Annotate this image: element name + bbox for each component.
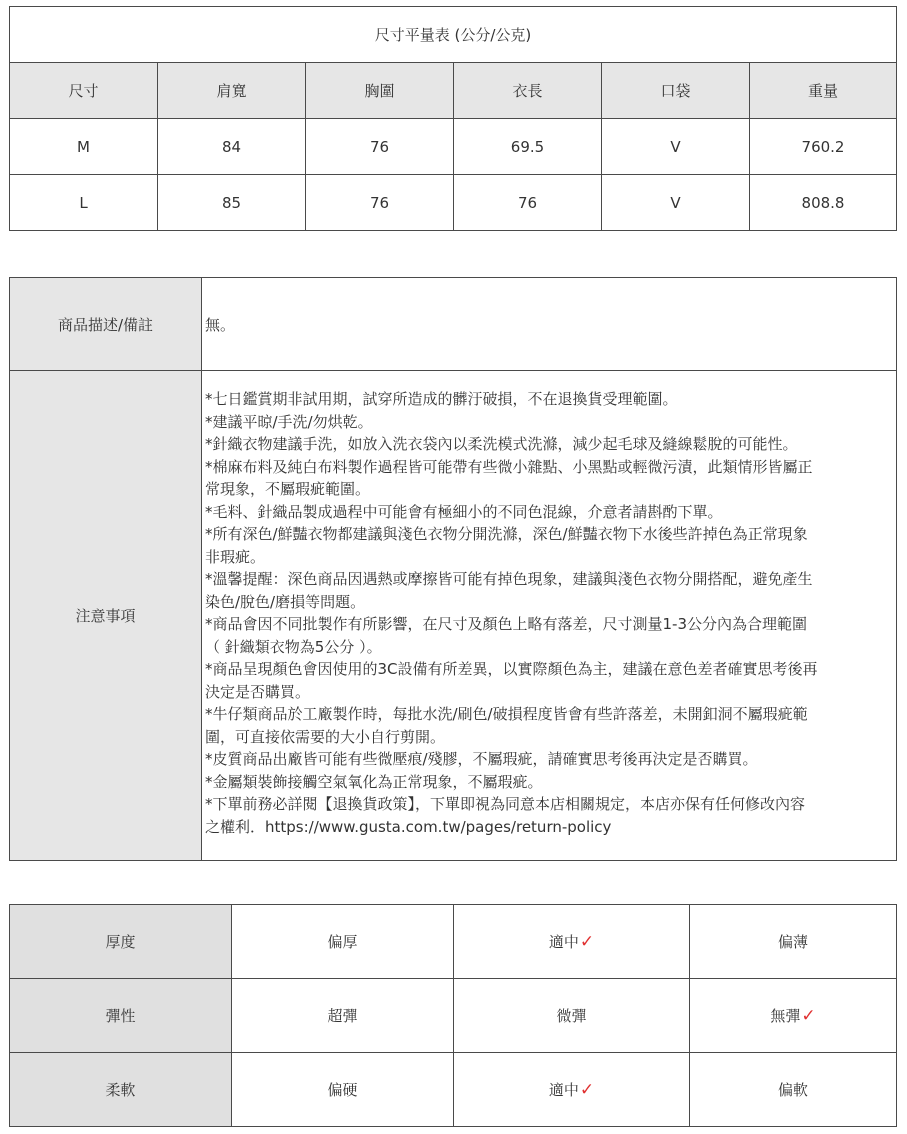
size-table-title: 尺寸平量表 (公分/公克): [10, 7, 897, 63]
size-table: [9, 6, 897, 231]
header-pocket: 口袋: [602, 63, 750, 119]
attribute-row-elasticity: [10, 979, 897, 1053]
notice-line: *金屬類裝飾接觸空氣氧化為正常現象，不屬瑕疵。: [205, 772, 543, 791]
cell-length: 69.5: [454, 119, 602, 175]
attribute-option: [232, 1053, 454, 1127]
description-row: [10, 278, 897, 371]
notice-line: *牛仔類商品於工廠製作時，每批水洗/刷色/破損程度皆會有些許落差，未開釦洞不屬瑕疵範: [205, 705, 808, 723]
notice-line: *溫馨提醒：深色商品因遇熱或摩擦皆可能有掉色現象，建議與淺色衣物分開搭配，避免產生: [205, 570, 813, 588]
option-text: 無彈: [770, 1007, 801, 1025]
attribute-option: [454, 979, 690, 1053]
description-value: 無。: [202, 278, 897, 371]
attribute-option: [690, 979, 897, 1053]
option-text: 適中: [548, 933, 579, 951]
attribute-label: 厚度: [10, 905, 232, 979]
attribute-option: [690, 1053, 897, 1127]
notice-label: 注意事項: [10, 371, 202, 861]
notice-line: 染色/脫色/磨損等問題。: [205, 592, 366, 611]
check-icon: ✓: [579, 1080, 595, 1100]
header-chest: 胸圍: [306, 63, 454, 119]
notice-line: *商品呈現顏色會因使用的3C設備有所差異，以實際顏色為主，建議在意色差者確實思考後再: [205, 660, 818, 678]
notice-line: *毛料、針織品製成過程中可能會有極細小的不同色混線，介意者請斟酌下單。: [205, 502, 723, 521]
table-row: [10, 175, 897, 231]
attribute-label: 柔軟: [10, 1053, 232, 1127]
cell-shoulder: 85: [158, 175, 306, 231]
notice-line: *棉麻布料及純白布料製作過程皆可能帶有些微小雜點、小黑點或輕微污漬，此類情形皆屬正: [205, 457, 813, 476]
option-text: 偏厚: [327, 933, 358, 951]
notice-row: [10, 371, 897, 861]
option-text: 超彈: [327, 1007, 358, 1025]
cell-pocket: V: [602, 119, 750, 175]
option-text: 適中: [548, 1081, 579, 1099]
option-text: 偏薄: [777, 933, 808, 951]
cell-weight: 760.2: [750, 119, 897, 175]
cell-size: L: [10, 175, 158, 231]
notice-line: *所有深色/鮮豔衣物都建議與淺色衣物分開洗滌，深色/鮮豔衣物下水後些許掉色為正常現象: [205, 525, 808, 543]
cell-length: 76: [454, 175, 602, 231]
notice-line: *七日鑑賞期非試用期，試穿所造成的髒汙破損，不在退換貨受理範圍。: [205, 390, 678, 408]
notice-line: 非瑕疵。: [205, 547, 266, 566]
header-size: 尺寸: [10, 63, 158, 119]
notice-content: [202, 371, 897, 861]
attribute-option: [454, 905, 690, 979]
notice-line: *建議平晾/手洗/勿烘乾。: [205, 412, 373, 431]
cell-pocket: V: [602, 175, 750, 231]
header-length: 衣長: [454, 63, 602, 119]
option-text: 偏軟: [777, 1081, 808, 1099]
cell-chest: 76: [306, 119, 454, 175]
cell-size: M: [10, 119, 158, 175]
notice-line: 之權利．https://www.gusta.com.tw/pages/return-policy: [205, 817, 612, 836]
check-icon: ✓: [579, 932, 595, 952]
option-text: 微彈: [556, 1007, 587, 1025]
header-weight: 重量: [750, 63, 897, 119]
notes-table: [9, 277, 897, 861]
notice-line: *商品會因不同批製作有所影響，在尺寸及顏色上略有落差，尺寸測量1-3公分內為合理範圍: [205, 615, 808, 633]
notice-line: *針織衣物建議手洗，如放入洗衣袋內以柔洗模式洗滌，減少起毛球及縫線鬆脫的可能性。: [205, 435, 798, 453]
check-icon: ✓: [801, 1006, 816, 1026]
notice-line: *皮質商品出廠皆可能有些微壓痕/殘膠，不屬瑕疵，請確實思考後再決定是否購買。: [205, 750, 758, 768]
notice-line: （ 針織類衣物為5公分 ）。: [205, 637, 382, 656]
attribute-option: [232, 979, 454, 1053]
header-shoulder: 肩寬: [158, 63, 306, 119]
attribute-label: 彈性: [10, 979, 232, 1053]
attribute-row-thickness: [10, 905, 897, 979]
attribute-row-softness: [10, 1053, 897, 1127]
attributes-table: [9, 904, 897, 1127]
notice-line: 常現象，不屬瑕疵範圍。: [205, 480, 371, 498]
cell-chest: 76: [306, 175, 454, 231]
attribute-option: [454, 1053, 690, 1127]
size-table-header-row: [10, 63, 897, 119]
description-label: 商品描述/備註: [10, 278, 202, 371]
cell-weight: 808.8: [750, 175, 897, 231]
option-text: 偏硬: [327, 1081, 358, 1099]
table-row: [10, 119, 897, 175]
cell-shoulder: 84: [158, 119, 306, 175]
attribute-option: [232, 905, 454, 979]
notice-line: 圍，可直接依需要的大小自行剪開。: [205, 727, 446, 746]
attribute-option: [690, 905, 897, 979]
notice-line: 決定是否購買。: [205, 682, 311, 701]
notice-line: *下單前務必詳閱【退換貨政策】，下單即視為同意本店相關規定，本店亦保有任何修改內容: [205, 795, 806, 813]
